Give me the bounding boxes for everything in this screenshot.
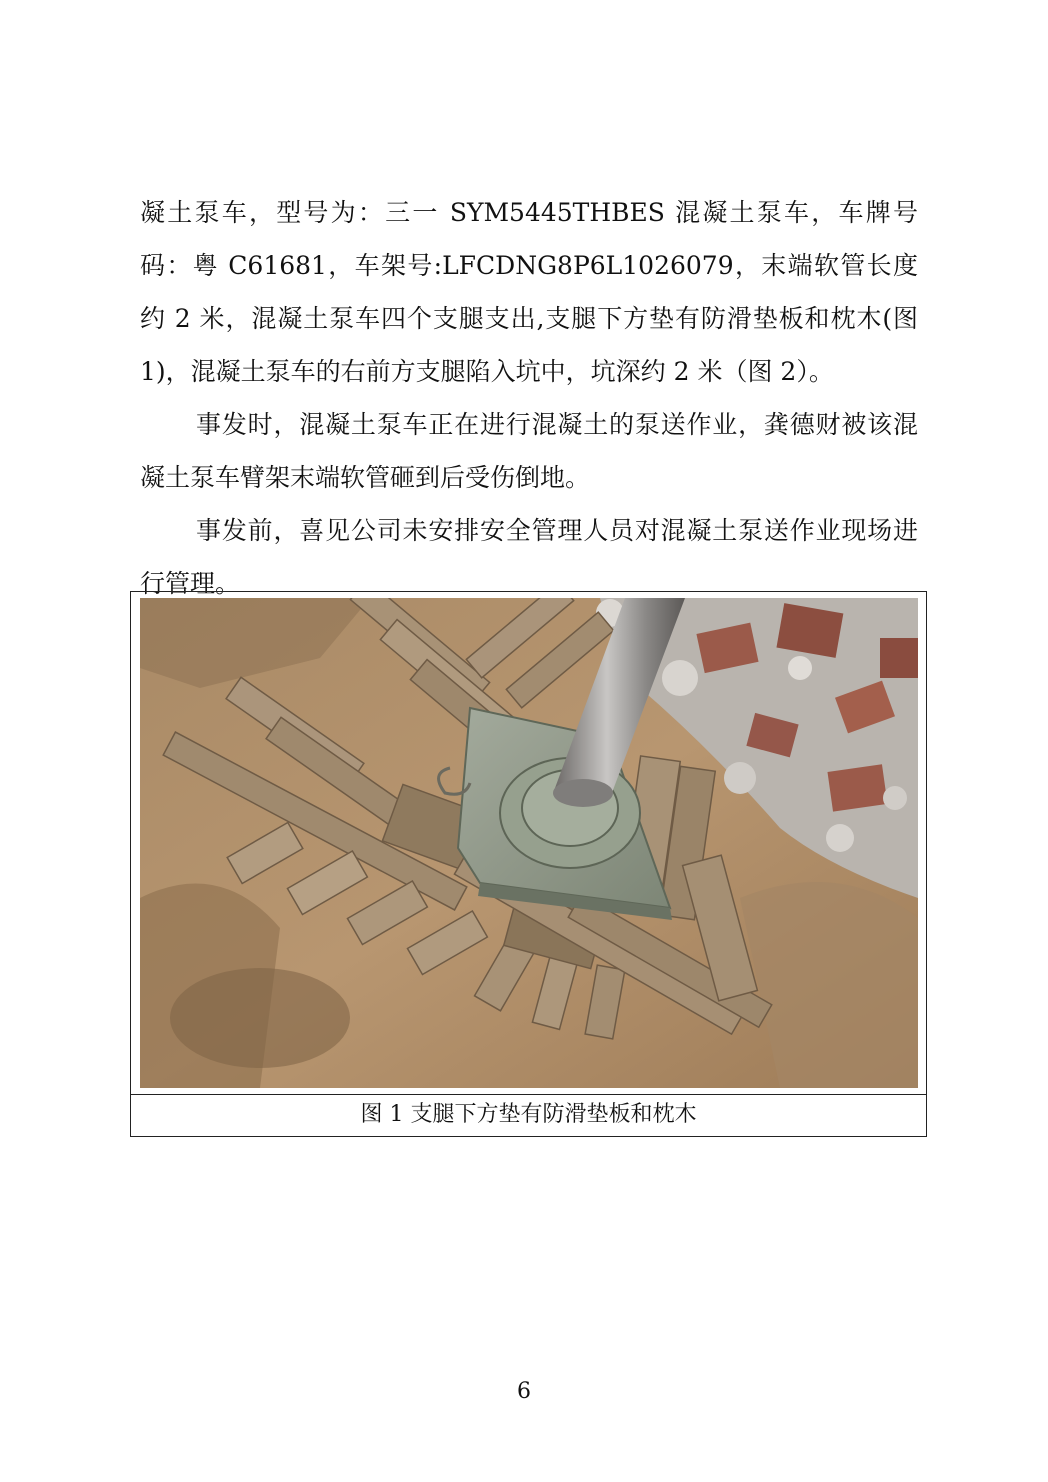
paragraph-3: 事发前，喜见公司未安排安全管理人员对混凝土泵送作业现场进行管理。 [140, 516, 918, 598]
paragraph-1: 凝土泵车，型号为：三一 SYM5445THBES 混凝土泵车，车牌号码：粤 C61681，车架号:LFCDNG8P6L1026079，末端软管长度约 2 米，混凝土泵车四个支腿支出,支腿下方垫有防滑垫板和枕木(图1)，混凝土泵车的右前方支腿陷入坑中，坑深约 2 米（图 2）。 [140, 198, 918, 386]
photo-outrigger-on-timber-icon [140, 598, 918, 1088]
figure-caption: 图 1 支腿下方垫有防滑垫板和枕木 [131, 1094, 926, 1136]
figure-1 [130, 591, 927, 1137]
body-text [140, 186, 918, 610]
paragraph-2: 事发时，混凝土泵车正在进行混凝土的泵送作业，龚德财被该混凝土泵车臂架末端软管砸到后受伤倒地。 [140, 410, 918, 492]
outrigger-photo [140, 598, 918, 1088]
page-number: 6 [517, 1379, 531, 1404]
